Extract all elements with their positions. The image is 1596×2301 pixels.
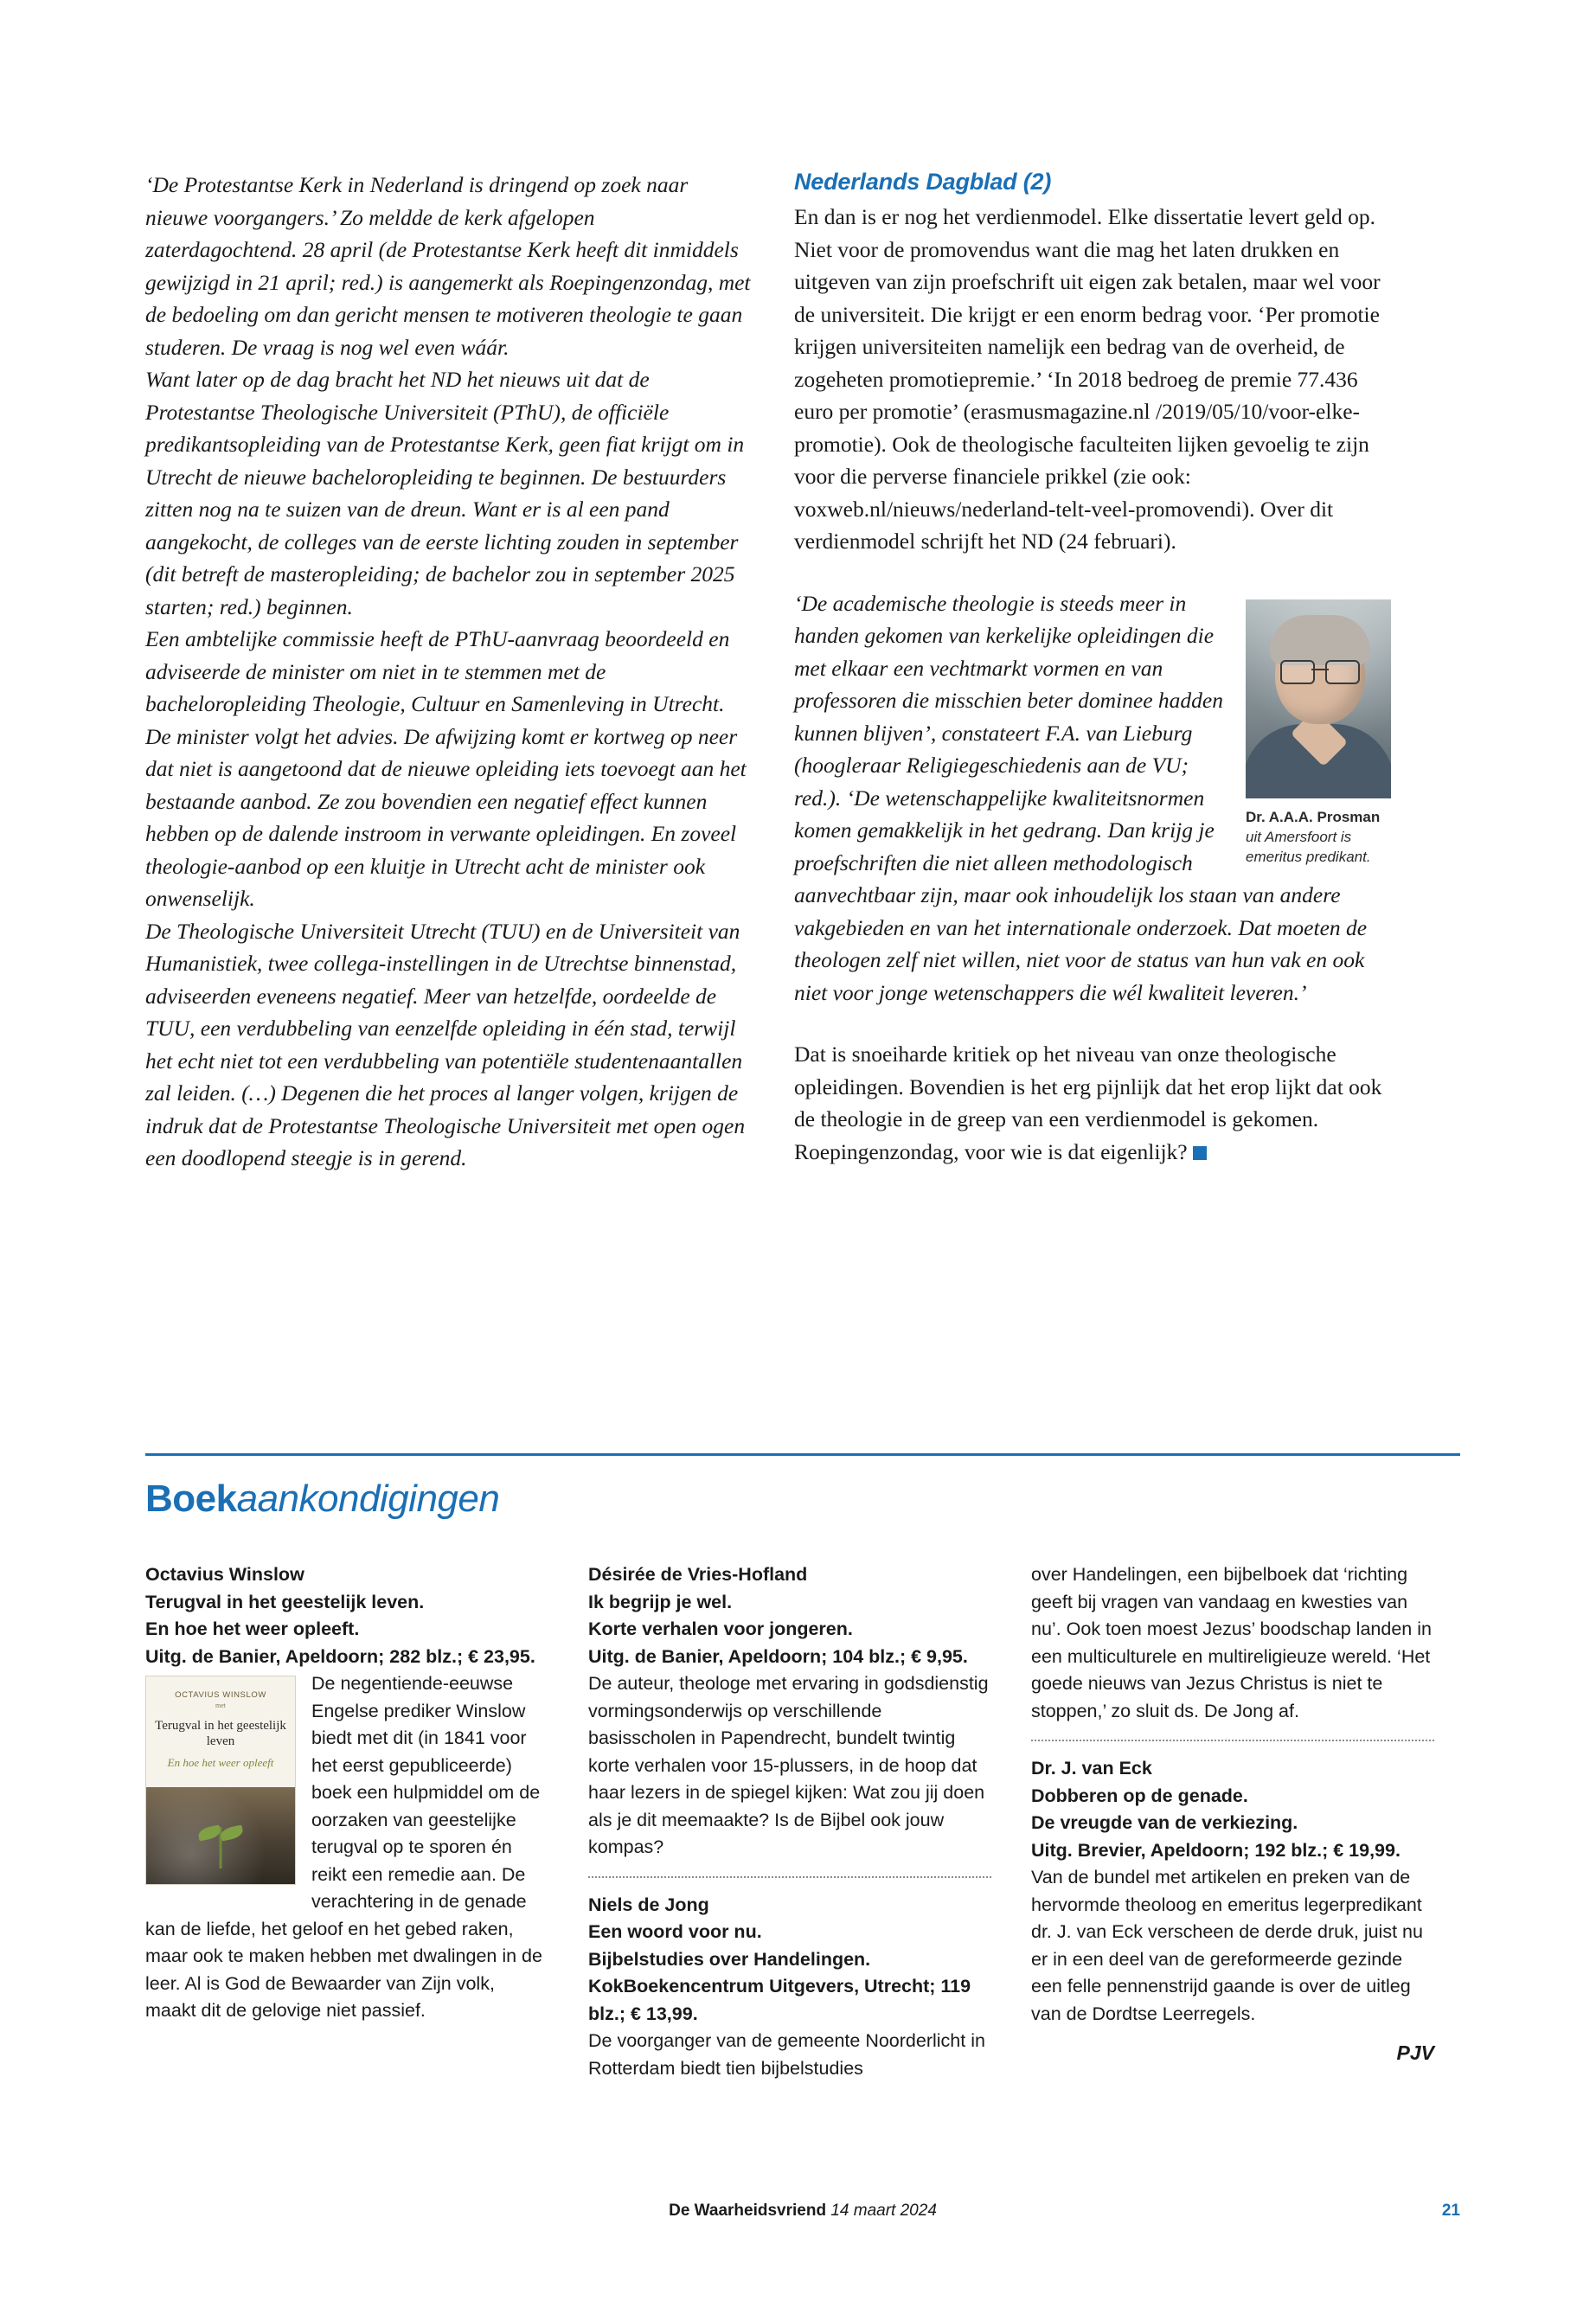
book-description: De auteur, theologe met ervaring in godsdienstig vormingsonderwijs op verschillende basisscholen in Papendrecht, bundelt twintig korte verhalen voor 15-plussers, in de hoop dat haar lezers in de spiegel kijken: Wat zou jij doen als je dit meemaakte? Is de Bijbel ook jouw kompas? — [588, 1673, 989, 1857]
article-right-column — [794, 169, 1391, 1175]
footer-date: 14 maart 2024 — [830, 2202, 937, 2220]
book-publisher: Uitg. de Banier, Apeldoorn; 282 blz.; € 23,95. — [145, 1645, 535, 1667]
book-subtitle: Korte verhalen voor jongeren. — [588, 1618, 853, 1639]
photo-caption-name: Dr. A.A.A. Prosman — [1246, 808, 1381, 825]
photo-hair — [1270, 615, 1370, 665]
page-number: 21 — [1441, 2202, 1460, 2220]
book-author: Dr. J. van Eck — [1031, 1758, 1152, 1779]
book-subtitle: De vreugde van de verkiezing. — [1031, 1812, 1298, 1833]
paragraph-spacer — [794, 558, 1391, 587]
portrait-figure — [1246, 599, 1391, 867]
book-title: Ik begrijp je wel. — [588, 1591, 733, 1612]
book-title: Een woord voor nu. — [588, 1921, 762, 1942]
end-of-article-mark — [1193, 1146, 1207, 1160]
cover-subtitle: En hoe het weer opleeft — [167, 1756, 274, 1769]
article-closing-block — [794, 1038, 1391, 1168]
cover-title: Terugval in het geestelijk leven — [155, 1719, 286, 1748]
leaf-icon — [197, 1824, 221, 1841]
entry-separator — [1031, 1740, 1434, 1741]
section-divider — [145, 1453, 1460, 1456]
cover-small-line: met — [215, 1702, 226, 1709]
article-paragraph: En dan is er nog het verdienmodel. Elke dissertatie levert geld op. Niet voor de promovendus want die mag het laten drukken en uitgeven van zijn proefschrift uit eigen zak betalen, maar wel voor de universiteit. Die krijgt er een enorm bedrag voor. ‘Per promotie krijgen universiteiten namelijk een bedrag van de overheid, de zogeheten promotiepremie.’ ‘In 2018 bedroeg de premie 77.436 euro per promotie’ (erasmusmagazine.nl /2019/05/10/voor-elke-promotie). Ook de theologische faculteiten lijken gevoelig te zijn voor die perverse financiele prikkel (zie ook: voxweb.nl/nieuws/nederland-telt-veel-promovendi). Over dit verdienmodel schrijft het ND (24 februari). — [794, 204, 1381, 554]
book-author: Octavius Winslow — [145, 1564, 304, 1585]
photo-caption — [1246, 807, 1391, 867]
cover-author: OCTAVIUS WINSLOW — [175, 1690, 266, 1700]
book-description: Van de bundel met artikelen en preken van de hervormde theoloog en emeritus legerpredikant dr. J. van Eck verscheen de derde druk, juist nu er in een deel van de gereformeerde gezinde een felle pennenstrijd gaande is over de uitleg van de Dordtse Leerregels. — [1031, 1867, 1423, 2024]
article-paragraph: Een ambtelijke commissie heeft de PThU-aanvraag beoordeeld en adviseerde de minister om niet in te stemmen met de bacheloropleiding Theologie, Cultuur en Samenleving in Utrecht. De minister volgt het advies. De afwijzing komt er kortweg op neer dat niet is aangetoond dat de nieuwe opleiding iets toevoegt aan het bestaande aanbod. Ze zou bovendien een negatief effect kunnen hebben op de dalende instroom in verwante opleidingen. En zoveel theologie-aanbod op een kluitje in Utrecht acht de minister ook onwenselijk. — [145, 626, 747, 911]
book-description: De voorganger van de gemeente Noorderlicht in Rotterdam biedt tien bijbelstudies — [588, 2030, 985, 2079]
book-column-1 — [145, 1561, 548, 2082]
book-description-continuation: over Handelingen, een bijbelboek dat ‘richting geeft bij vragen van vandaag en kwesties van nu’. Ook toen moest Jezus’ boodschap landen in een multiculturele en multireligieuze wereld. ‘Het goede nieuws van Jezus Christus is niet te stoppen,’ zo sluit ds. De Jong af. — [1031, 1564, 1432, 1721]
book-subtitle: En hoe het weer opleeft. — [145, 1618, 360, 1639]
leaf-icon — [220, 1824, 244, 1841]
book-title: Dobberen op de genade. — [1031, 1785, 1248, 1806]
footer-publication-line — [669, 2202, 937, 2221]
article-paragraph-text: Dat is snoeiharde kritiek op het niveau van onze theologische opleidingen. Bovendien is het erg pijnlijk dat het erop lijkt dat ook de theologie in de greep van een verdienmodel is gekomen. Roepingenzondag, voor wie is dat eigenlijk? — [794, 1042, 1382, 1164]
cover-top — [146, 1676, 295, 1787]
cover-photo — [146, 1787, 295, 1884]
book-subtitle: Bijbelstudies over Handelingen. — [588, 1948, 871, 1970]
article-intro-block — [794, 201, 1391, 558]
book-title: Terugval in het geestelijk leven. — [145, 1591, 425, 1612]
glasses-icon — [1280, 660, 1360, 681]
book-publisher: KokBoekencentrum Uitgevers, Utrecht; 119 blz.; € 13,99. — [588, 1976, 971, 2024]
article-paragraph: ‘De Protestantse Kerk in Nederland is dringend op zoek naar nieuwe voorgangers.’ Zo meldde de kerk afgelopen zaterdagochtend. 28 april (de Protestantse Kerk heeft dit inmiddels gewijzigd in 21 april; red.) is aangemerkt als Roepingenzondag, met de bedoeling om dan gericht mensen te motiveren theologie te gaan studeren. De vraag is nog wel even wáár. — [145, 172, 751, 360]
book-column-3 — [1031, 1561, 1434, 2082]
section-title-boekaankondigingen — [145, 1477, 499, 1521]
author-photo — [1246, 599, 1391, 798]
entry-separator — [588, 1876, 991, 1878]
book-description: De negentiende-eeuwse Engelse prediker Winslow biedt met dit (in 1841 voor het eerst gepubliceerde) boek een hulpmiddel om de oorzaken van geestelijke terugval op te sporen én reikt een remedie aan. De verachtering in de genade kan de liefde, het geloof en het gebed raken, maar ook te maken hebben met dwalingen in de leer. Al is God de Bewaarder van Zijn volk, maakt dit de gelovige niet passief. — [145, 1673, 542, 2021]
article-paragraph: De Theologische Universiteit Utrecht (TUU) en de Universiteit van Humanistiek, twee collega-instellingen in de Utrechtse binnenstad, adviseerden eveneens negatief. Meer van hetzelfde, oordeelde de TUU, een verdubbeling van eenzelfde opleiding in één stad, terwijl het echt niet tot een verdubbeling van potentiële studentenaantallen zal leiden. (…) Degenen die het proces al langer volgen, krijgen de indruk dat de Protestantse Theologische Universiteit met open ogen een doodlopend steegje is in gerend. — [145, 918, 746, 1170]
section-title-italic: aankondigingen — [236, 1477, 500, 1520]
book-publisher: Uitg. Brevier, Apeldoorn; 192 blz.; € 19,99. — [1031, 1839, 1401, 1861]
photo-caption-text: uit Amersfoort is emeritus predikant. — [1246, 828, 1371, 865]
book-announcements — [145, 1561, 1460, 2082]
article-paragraph: Want later op de dag bracht het ND het nieuws uit dat de Protestantse Theologische Universiteit (PThU), de officiële predikantsopleiding van de Protestantse Kerk, geen fiat krijgt om in Utrecht de nieuwe bacheloropleiding te beginnen. De bestuurders zitten nog na te suizen van de dreun. Want er is al een pand aangekocht, de colleges van de eerste lichting zouden in september (dit betreft de masteropleiding; de bachelor zou in september 2025 starten; red.) beginnen. — [145, 367, 745, 619]
article-paragraph — [794, 1038, 1391, 1168]
book-column-2 — [588, 1561, 991, 2082]
book-publisher: Uitg. de Banier, Apeldoorn; 104 blz.; € 9,95. — [588, 1645, 968, 1667]
section-heading-nederlands-dagblad: Nederlands Dagblad (2) — [794, 169, 1052, 195]
footer-publication-title: De Waarheidsvriend — [669, 2202, 827, 2220]
article-body — [145, 169, 1460, 1175]
author-initials: PJV — [1396, 2041, 1434, 2064]
book-cover-image — [145, 1676, 296, 1885]
section-title-bold: Boek — [145, 1477, 237, 1520]
book-author: Désirée de Vries-Hofland — [588, 1564, 808, 1585]
article-left-column — [145, 169, 751, 1175]
paragraph-spacer — [794, 1009, 1391, 1038]
book-author: Niels de Jong — [588, 1894, 709, 1915]
article-quote: ‘De academische theologie is steeds meer in handen gekomen van kerkelijke opleidingen die met elkaar een vechtmarkt vormen en van professoren die misschien beter dominee hadden kunnen blijven’, constateert F.A. van Lieburg (hoogleraar Religiegeschiedenis aan de VU; red.). ‘De wetenschappelijke kwaliteitsnormen komen gemakkelijk in het gedrang. Dan krijg je proefschriften die niet alleen methodologisch aanvechtbaar zijn, maar ook inhoudelijk los staan van andere vakgebieden en van het internationale onderzoek. Dat moeten de theologen zelf niet willen, niet voor de status van hun vak en ook niet voor jonge wetenschappers die wél kwaliteit leveren.’ — [794, 590, 1368, 1005]
